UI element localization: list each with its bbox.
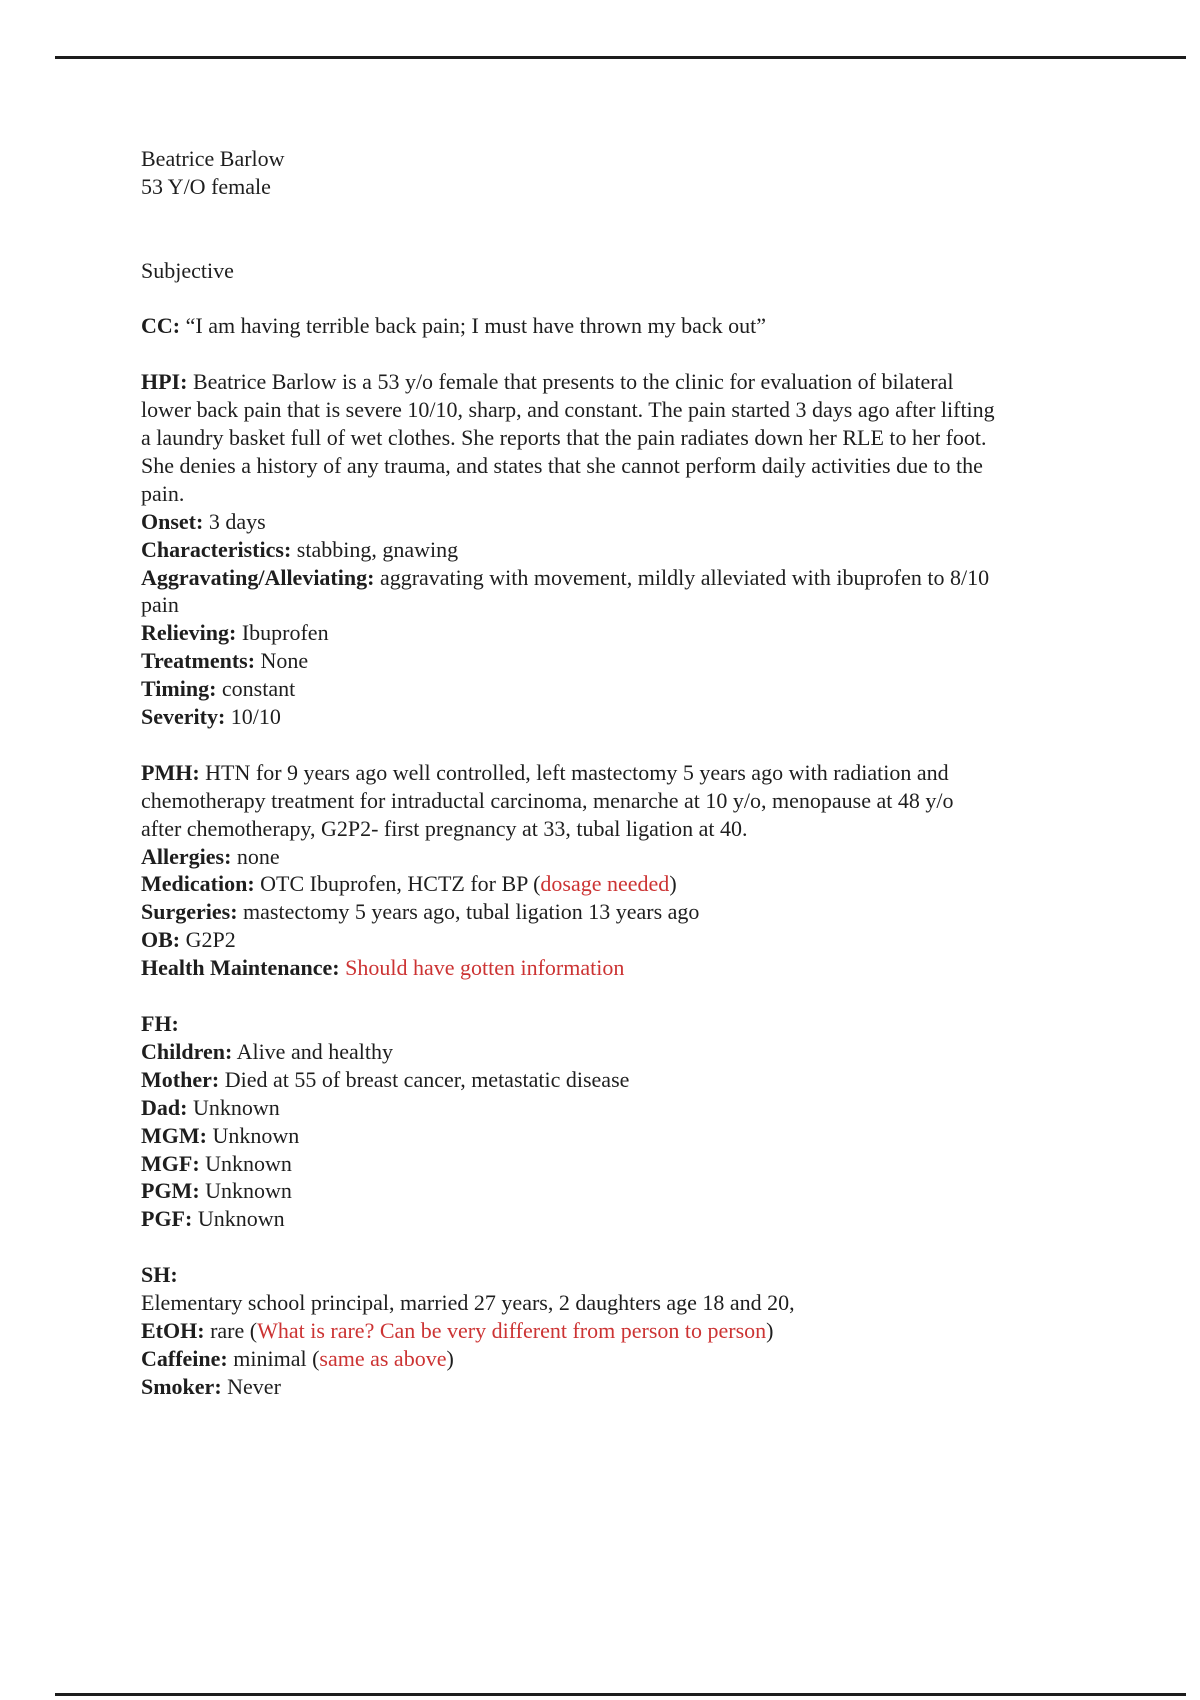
field-line-health-maintenance [141,954,1141,982]
annotation-red-text: Should have gotten information [345,955,625,981]
field-line-onset [141,508,1141,536]
field-line-ob [141,926,1141,954]
field-value: Ibuprofen [236,620,329,646]
patient-demographics-text: 53 Y/O female [141,173,271,199]
field-value: Elementary school principal, married 27 years, 2 daughters age 18 and 20, [141,1290,795,1316]
field-line-cc [141,312,1141,340]
section-title-subjective [141,257,1141,285]
field-label: Treatments: [141,648,256,674]
field-value: ) [669,871,677,897]
field-line-timing [141,675,1141,703]
field-label: PGM: [141,1178,200,1204]
annotation-red-text: What is rare? Can be very different from person to person [257,1317,767,1343]
hpi-paragraph-line [141,424,1141,452]
pmh-paragraph-line [141,787,1141,815]
field-line-pgf [141,1205,1141,1233]
patient-demographics [141,173,1141,201]
sh-description-line [141,1289,1141,1317]
pmh-paragraph-line [141,815,1141,843]
field-value: rare ( [204,1317,258,1343]
field-label: PMH: [141,759,200,785]
field-label: Dad: [141,1094,188,1120]
field-label: Caffeine: [141,1345,228,1371]
hpi-paragraph-line [141,368,1141,396]
field-value: 10/10 [225,704,281,730]
field-value: after chemotherapy, G2P2- first pregnancy at 33, tubal ligation at 40. [141,815,748,841]
field-label: OB: [141,927,181,953]
field-value: Alive and healthy [232,1038,393,1064]
field-value: none [231,843,280,869]
field-label: Severity: [141,704,226,730]
field-value: G2P2 [180,927,236,953]
field-line-relieving [141,619,1141,647]
document-body [141,145,1141,1401]
field-value: OTC Ibuprofen, HCTZ for BP ( [254,871,541,897]
field-value: Never [221,1373,281,1399]
field-label: CC: [141,313,181,339]
field-value: aggravating with movement, mildly alleviated with ibuprofen to 8/10 [374,564,990,590]
field-label: MGM: [141,1122,207,1148]
field-value: Beatrice Barlow is a 53 y/o female that presents to the clinic for evaluation of bilateral [187,369,954,395]
field-label: SH: [141,1262,178,1288]
field-label: Allergies: [141,843,232,869]
field-value: ) [766,1317,774,1343]
field-value: pain [141,592,179,618]
pmh-paragraph-line [141,759,1141,787]
field-value: “I am having terrible back pain; I must have thrown my back out” [180,313,766,339]
field-line-smoker [141,1373,1141,1401]
field-line-surgeries [141,898,1141,926]
field-line-aggravating [141,564,1141,592]
blank-line [141,340,1141,368]
field-label: Health Maintenance: [141,955,340,981]
annotation-red-text: same as above [319,1345,447,1371]
section-heading-fh [141,1010,1141,1038]
field-value: constant [216,676,296,702]
field-value: stabbing, gnawing [291,536,459,562]
blank-line [141,285,1141,313]
hpi-paragraph-line [141,396,1141,424]
field-line-medication [141,870,1141,898]
section-heading-sh [141,1261,1141,1289]
blank-line [141,1233,1141,1261]
field-value: None [255,648,309,674]
field-label: Onset: [141,508,204,534]
field-line-mother [141,1066,1141,1094]
blank-line [141,731,1141,759]
hpi-paragraph-line [141,452,1141,480]
field-value: mastectomy 5 years ago, tubal ligation 13 years ago [237,899,700,925]
field-label: Mother: [141,1066,220,1092]
field-value: chemotherapy treatment for intraductal carcinoma, menarche at 10 y/o, menopause at 48 y/o [141,787,954,813]
field-label: Children: [141,1038,233,1064]
hpi-paragraph-line [141,480,1141,508]
field-value: Unknown [199,1178,292,1204]
field-value: ) [446,1345,454,1371]
header-rule [55,56,1186,59]
footer-rule [55,1693,1186,1696]
field-line-mgf [141,1150,1141,1178]
field-line-aggravating-continued [141,591,1141,619]
field-value: 3 days [203,508,266,534]
field-label: Aggravating/Alleviating: [141,564,375,590]
field-line-pgm [141,1177,1141,1205]
field-value: Unknown [206,1122,300,1148]
field-label: Smoker: [141,1373,222,1399]
blank-line [141,201,1141,229]
field-label: Surgeries: [141,899,238,925]
field-value: Unknown [192,1206,285,1232]
patient-name [141,145,1141,173]
field-value: HTN for 9 years ago well controlled, left mastectomy 5 years ago with radiation and [199,759,949,785]
field-value: Unknown [187,1094,280,1120]
section-title-text: Subjective [141,257,234,283]
field-label: HPI: [141,369,188,395]
field-value: Died at 55 of breast cancer, metastatic disease [219,1066,630,1092]
field-value: lower back pain that is severe 10/10, sharp, and constant. The pain started 3 days ago after lifting [141,397,995,423]
field-value: minimal ( [227,1345,320,1371]
field-value: Unknown [199,1150,292,1176]
field-line-etoh [141,1317,1141,1345]
field-value: pain. [141,480,185,506]
field-label: Relieving: [141,620,237,646]
field-line-characteristics [141,536,1141,564]
field-label: Characteristics: [141,536,292,562]
field-line-treatments [141,647,1141,675]
blank-line [141,982,1141,1010]
field-label: EtOH: [141,1317,205,1343]
patient-name-text: Beatrice Barlow [141,146,285,171]
blank-line [141,229,1141,257]
field-line-caffeine [141,1345,1141,1373]
field-value: She denies a history of any trauma, and states that she cannot perform daily activities due to the [141,452,983,478]
field-line-severity [141,703,1141,731]
field-line-allergies [141,843,1141,871]
field-label: PGF: [141,1206,193,1232]
field-line-children [141,1038,1141,1066]
field-label: MGF: [141,1150,200,1176]
field-line-mgm [141,1122,1141,1150]
field-label: Medication: [141,871,255,897]
field-label: Timing: [141,676,217,702]
field-line-dad [141,1094,1141,1122]
annotation-red-text: dosage needed [540,871,670,897]
field-value: a laundry basket full of wet clothes. She reports that the pain radiates down her RLE to her foot. [141,425,987,450]
field-label: FH: [141,1011,179,1036]
